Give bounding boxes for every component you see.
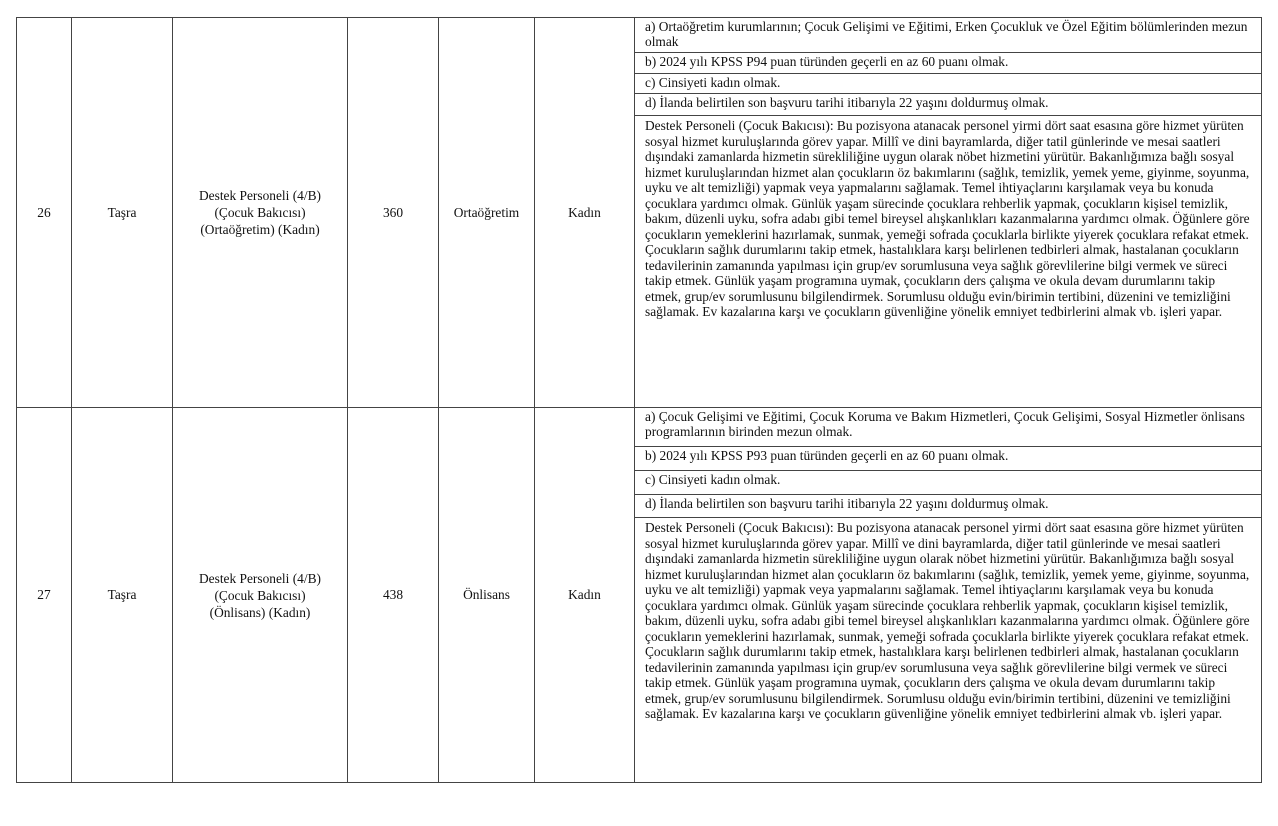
position-line: (Ortaöğretim) (Kadın) — [200, 222, 320, 237]
requirement-cell: c) Cinsiyeti kadın olmak. — [635, 74, 1262, 94]
location-cell: Taşra — [72, 408, 173, 783]
count-cell: 438 — [348, 408, 439, 783]
requirement-cell: b) 2024 yılı KPSS P93 puan türünden geçerli en az 60 puanı olmak. — [635, 447, 1262, 471]
gender-cell: Kadın — [535, 408, 635, 783]
position-line: Destek Personeli (4/B) — [199, 188, 321, 203]
position-cell — [173, 408, 348, 783]
requirement-cell: b) 2024 yılı KPSS P94 puan türünden geçerli en az 60 puanı olmak. — [635, 53, 1262, 74]
table-row — [17, 408, 1262, 447]
location-cell: Taşra — [72, 18, 173, 408]
requirement-cell: a) Çocuk Gelişimi ve Eğitimi, Çocuk Koruma ve Bakım Hizmetleri, Çocuk Gelişimi, Sosyal Hizmetler önlisans programlarının birinden mezun olmak. — [635, 408, 1262, 447]
positions-table — [16, 17, 1262, 783]
table-row — [17, 18, 1262, 53]
position-line: (Çocuk Bakıcısı) — [214, 587, 306, 603]
requirement-cell: d) İlanda belirtilen son başvuru tarihi itibarıyla 22 yaşını doldurmuş olmak. — [635, 495, 1262, 518]
education-cell: Ortaöğretim — [439, 18, 535, 408]
education-cell: Önlisans — [439, 408, 535, 783]
requirement-cell: c) Cinsiyeti kadın olmak. — [635, 471, 1262, 495]
row-number: 26 — [17, 18, 72, 408]
row-number: 27 — [17, 408, 72, 783]
count-cell: 360 — [348, 18, 439, 408]
position-line: (Önlisans) (Kadın) — [209, 604, 311, 620]
job-description-cell: Destek Personeli (Çocuk Bakıcısı): Bu pozisyona atanacak personel yirmi dört saat esasına göre hizmet yürüten sosyal hizmet kuruluşlarında görev yapar. Millî ve dini bayramlarda, diğer tatil günlerinde ve mesai saatleri dışındaki zamanlarda hizmetin sürekliliğine uygun olarak nöbet hizmetini yürütür. Bakanlığımıza bağlı sosyal hizmet kuruluşlarından hizmet alan çocukların öz bakımlarını (sağlık, temizlik, yemek yeme, giyinme, soyunma, uyku ve alt temizliği) yapmak veya yapmalarını sağlamak. Temel ihtiyaçlarını karşılamak veya bu konuda çocuklara yardımcı olmak. Günlük yaşam sürecinde çocuklara rehberlik yapmak, çocukların kişisel temizlik, bakım, düzenli uyku, sofra adabı gibi temel bireysel alışkanlıkları kazanmalarına yardımcı olmak. Öğünlere göre çocukların yemeklerini hazırlamak, sunmak, yemeği sofrada çocuklarla birlikte yiyerek çocuklara refakat etmek. Çocukların sağlık durumlarını takip etmek, hastalıklara karşı belirlenen tedbirleri almak, hastalanan çocukların tedavilerinin zamanında yapılması için grup/ev sorumlusuna veya sağlık görevlilerine bilgi vermek ve süreci takip etmek. Günlük yaşam programına uymak, çocukların ders çalışma ve okula devam durumlarını takip etmek, grup/ev sorumlusunu bilgilendirmek. Sorumlusu olduğu evin/birimin tertibini, düzenini ve temizliğini sağlamak. Ev kazalarına karşı ve çocukların güvenliğine yönelik emniyet tedbirlerini almak vb. işleri yapar. — [635, 518, 1262, 783]
gender-cell: Kadın — [535, 18, 635, 408]
requirement-cell: d) İlanda belirtilen son başvuru tarihi itibarıyla 22 yaşını doldurmuş olmak. — [635, 94, 1262, 116]
position-line: Destek Personeli (4/B) — [199, 570, 321, 586]
requirement-cell: a) Ortaöğretim kurumlarının; Çocuk Gelişimi ve Eğitimi, Erken Çocukluk ve Özel Eğitim bölümlerinden mezun olmak — [635, 18, 1262, 53]
position-cell — [173, 18, 348, 408]
position-line: (Çocuk Bakıcısı) — [214, 205, 306, 220]
job-description-cell: Destek Personeli (Çocuk Bakıcısı): Bu pozisyona atanacak personel yirmi dört saat esasına göre hizmet yürüten sosyal hizmet kuruluşlarında görev yapar. Millî ve dini bayramlarda, diğer tatil günlerinde ve mesai saatleri dışındaki zamanlarda hizmetin sürekliliğine uygun olarak nöbet hizmetini yürütür. Bakanlığımıza bağlı sosyal hizmet kuruluşlarından hizmet alan çocukların öz bakımlarını (sağlık, temizlik, yemek yeme, giyinme, soyunma, uyku ve alt temizliği) yapmak veya yapmalarını sağlamak. Temel ihtiyaçlarını karşılamak veya bu konuda çocuklara yardımcı olmak. Günlük yaşam sürecinde çocuklara rehberlik yapmak, çocukların kişisel temizlik, bakım, düzenli uyku, sofra adabı gibi temel bireysel alışkanlıkları kazanmalarına yardımcı olmak. Öğünlere göre çocukların yemeklerini hazırlamak, sunmak, yemeği sofrada çocuklarla birlikte yiyerek çocuklara refakat etmek. Çocukların sağlık durumlarını takip etmek, hastalıklara karşı belirlenen tedbirleri almak, hastalanan çocukların tedavilerinin zamanında yapılması için grup/ev sorumlusuna veya sağlık görevlilerine bilgi vermek ve süreci takip etmek. Günlük yaşam programına uymak, çocukların ders çalışma ve okula devam durumlarını takip etmek, grup/ev sorumlusunu bilgilendirmek. Sorumlusu olduğu evin/birimin tertibini, düzenini ve temizliğini sağlamak. Ev kazalarına karşı ve çocukların güvenliğine yönelik emniyet tedbirlerini almak vb. işleri yapar. — [635, 116, 1262, 408]
